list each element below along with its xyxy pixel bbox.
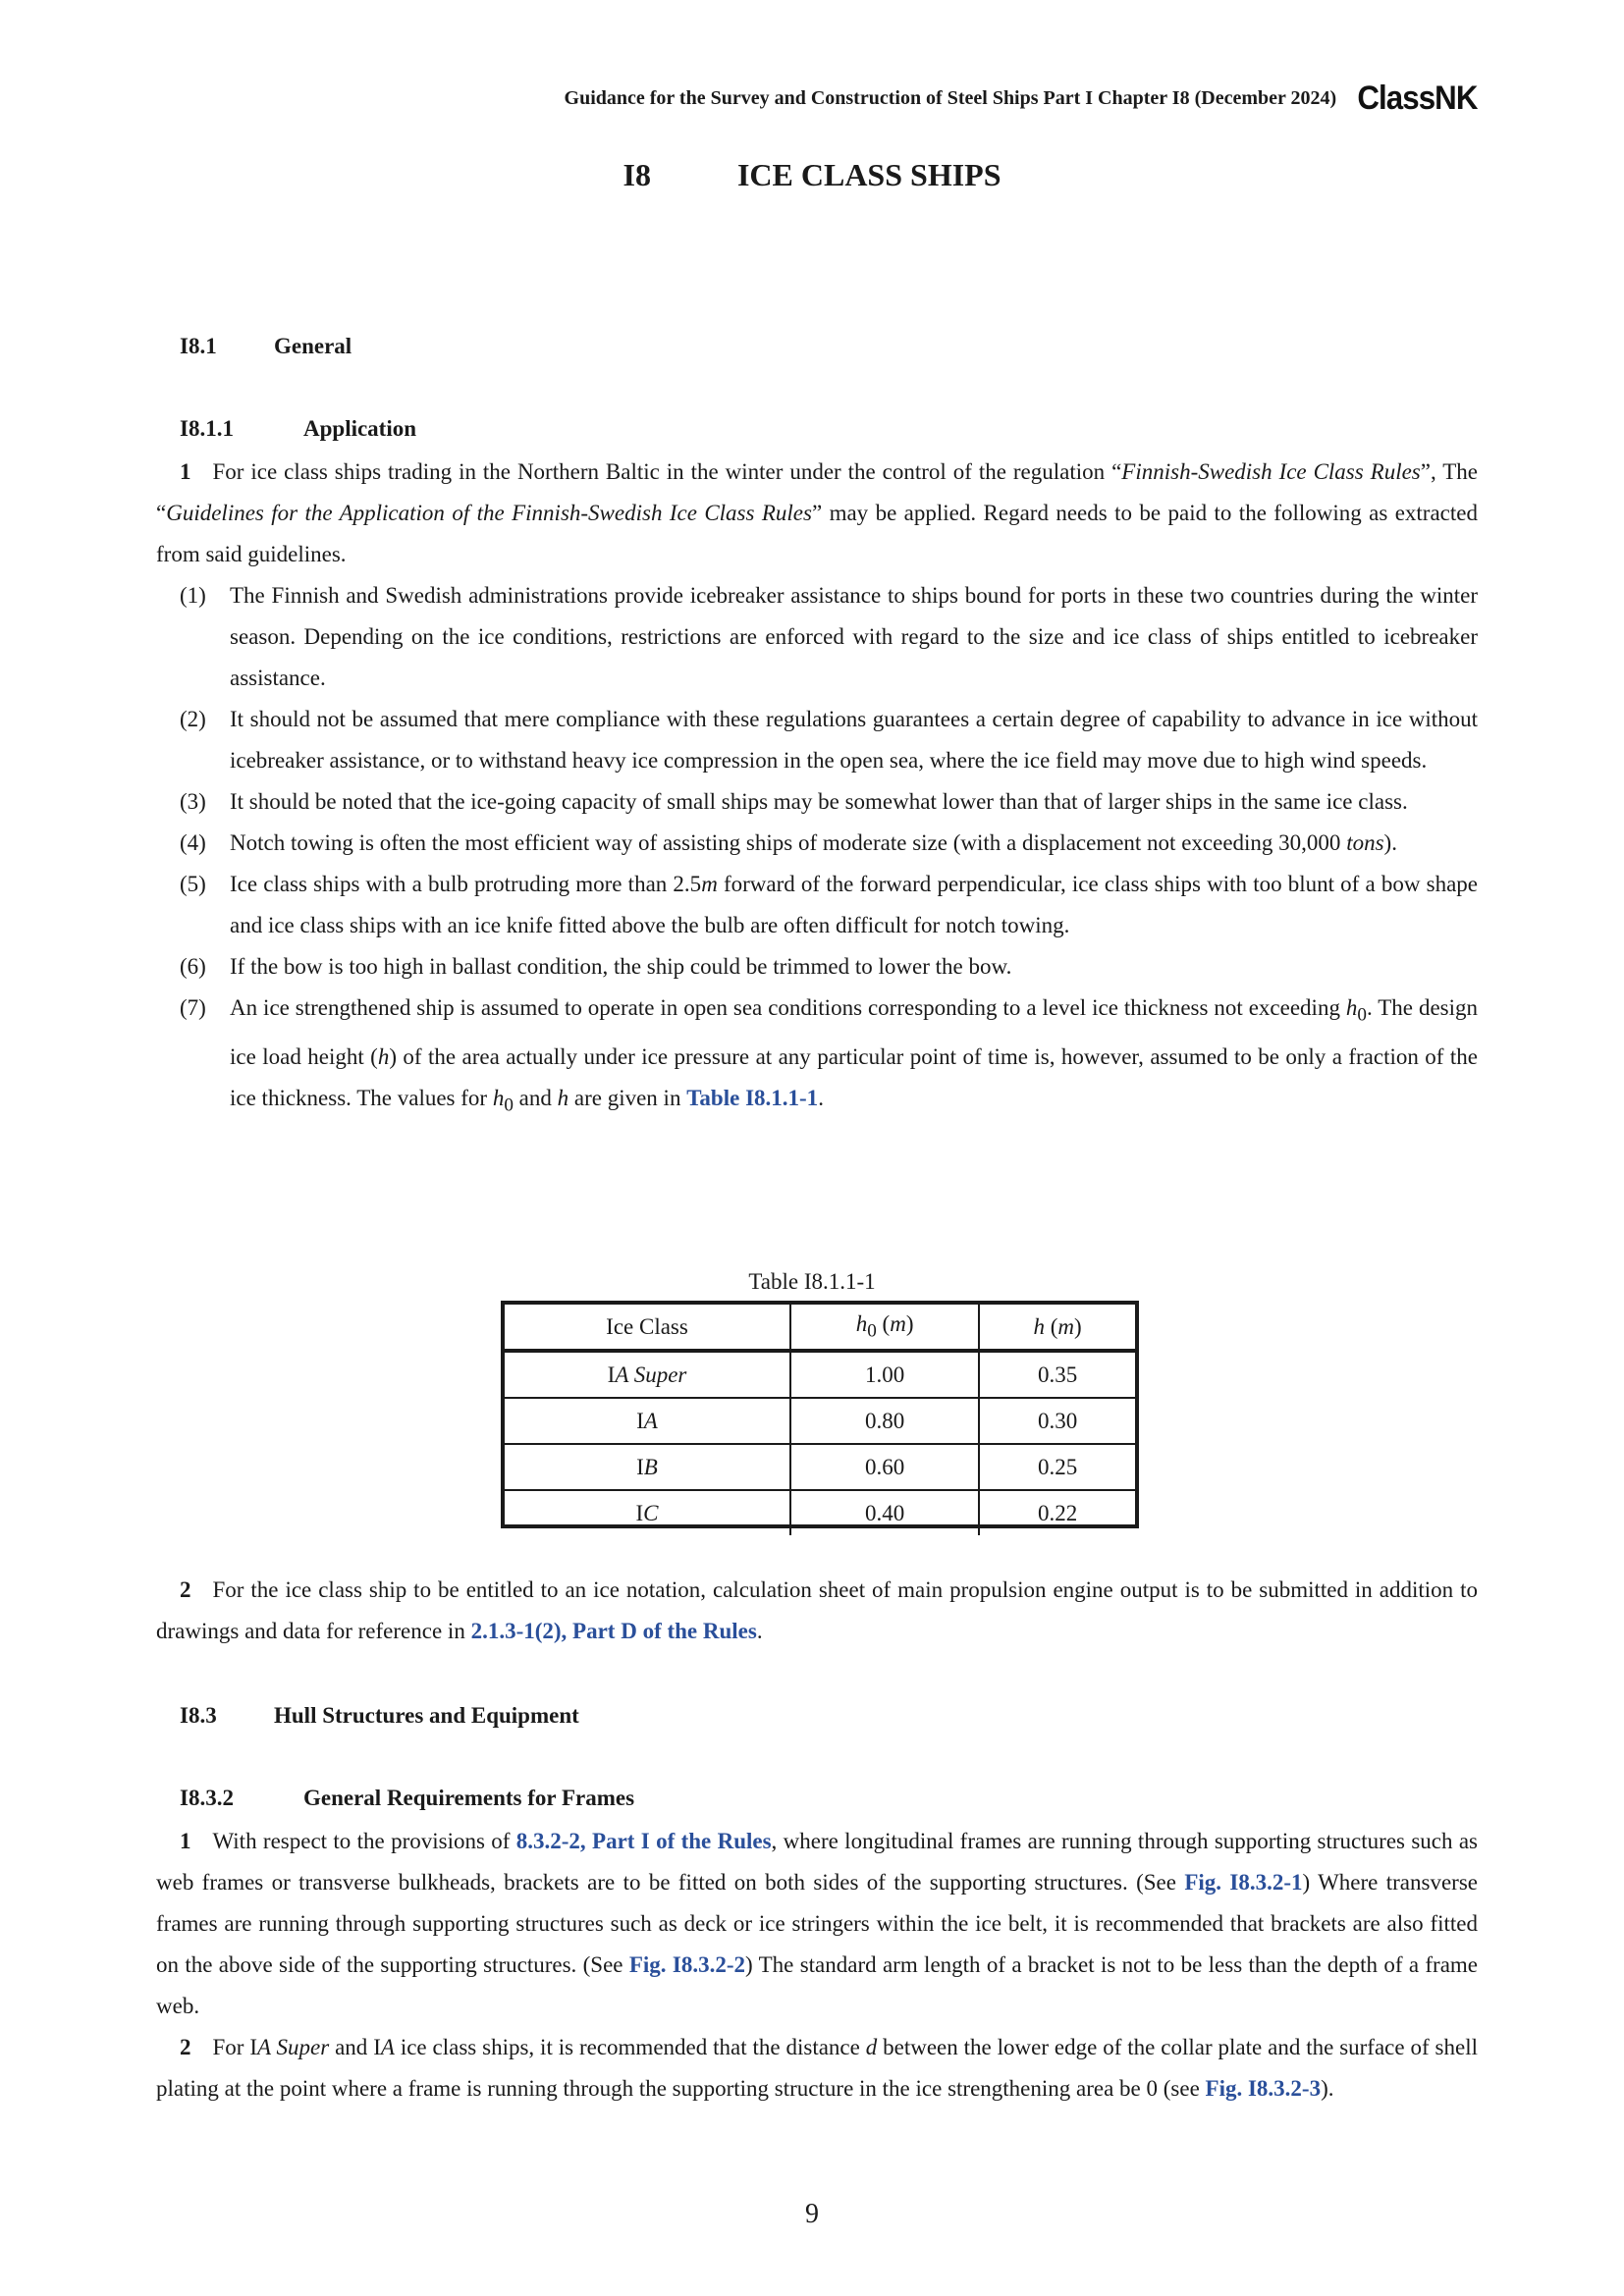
rules-title: Finnish-Swedish Ice Class Rules [1121,459,1421,484]
list-text: ) of the area actually under ice pressure at any particular point of time is, however, assumed to be only a fraction of the ice thickness. The values for [230,1043,1478,1110]
list-item [156,781,1478,823]
list-text: The Finnish and Swedish administrations provide icebreaker assistance to ships bound for ports in these two countries during the winter season. Depending on the ice conditions, restrictions are enforced with regard to the size and ice class of ships entitled to icebreaker assistance. [230,583,1478,690]
list-text: . [818,1085,824,1110]
text-run: ) [1074,1313,1082,1339]
text-run: I [636,1408,644,1433]
symbol-h: h [1345,995,1358,1020]
table-row [505,1351,1135,1398]
list-label: (3) [180,789,206,814]
text-run: A Super [257,2035,330,2059]
section-title: Hull Structures and Equipment [274,1703,579,1728]
text-run: and I [329,2035,381,2059]
text-run: A [380,2035,395,2059]
text-run: I [607,1362,616,1387]
text-run: ) [905,1310,914,1336]
list-item [156,575,1478,699]
unit-m: m [1057,1313,1075,1339]
h-cell: 0.30 [979,1398,1135,1444]
h0-cell: 0.60 [790,1444,979,1490]
section-number: I8.1 [180,334,217,358]
text-run: For ice class ships trading in the Northern Baltic in the winter under the control of the regulation “ [212,459,1122,484]
subsection-heading-i8-3-2 [180,1786,634,1811]
section-heading-i8-1 [180,334,352,359]
list-text: forward of the forward perpendicular, ice class ships with too blunt of a bow shape and ice class ships with an ice knife fitted above the bulb are often difficult for notch towing. [230,872,1478,937]
header-cell [790,1305,979,1351]
list-text: Ice class ships with a bulb protruding more than 2.5 [230,872,702,896]
list-item [156,699,1478,781]
symbol-h: h [855,1310,868,1336]
list-label: (2) [180,707,206,731]
subsection-number: I8.1.1 [180,416,234,441]
text-run: C [643,1500,659,1525]
list-text: It should be noted that the ice-going capacity of small ships may be somewhat lower than that of larger ships in the same ice class. [230,789,1408,814]
symbol-h: h [1033,1313,1045,1339]
ice-class-cell [505,1351,790,1398]
guidelines-title: Guidelines for the Application of the Finnish-Swedish Ice Class Rules [166,501,812,525]
unit-tons: tons [1346,830,1384,855]
ice-class-table [501,1301,1139,1528]
chapter-title [0,157,1624,193]
text-run: For the ice class ship to be entitled to an ice notation, calculation sheet of main propulsion engine output is to be submitted in addition to drawings and data for reference in [156,1577,1478,1643]
running-title: Guidance for the Survey and Construction of Steel Ships Part I Chapter I8 (December 2024) [564,86,1337,109]
list-label: (5) [180,872,206,896]
list-item [156,823,1478,864]
symbol-h: h [492,1085,505,1110]
table-row [505,1444,1135,1490]
text-run: For I [212,2035,258,2059]
table-caption: Table I8.1.1-1 [748,1269,876,1294]
text-run: A [643,1408,658,1433]
text-run: A Super [615,1362,687,1387]
ice-class-cell [505,1490,790,1535]
list-text: Notch towing is often the most efficient way of assisting ships of moderate size (with a displacement not exceeding 30,000 [230,830,1347,855]
symbol-d: d [865,2035,878,2059]
section-heading-i8-3 [180,1703,579,1729]
subsection-title: General Requirements for Frames [303,1786,635,1810]
symbol-h: h [377,1043,390,1069]
text-run: I [635,1500,644,1525]
classnk-logo: ClassNK [1357,79,1478,117]
text-run: ). [1321,2076,1334,2101]
paragraph-frames-2 [156,2027,1478,2109]
table-reference-link[interactable]: Table I8.1.1-1 [686,1085,819,1110]
paragraph-number: 2 [180,2035,191,2059]
text-run: ( [1045,1313,1058,1339]
list-text: It should not be assumed that mere compliance with these regulations guarantees a certain degree of capability to advance in ice without icebreaker assistance, or to withstand heavy ice compression in the open sea, where the ice field may move due to high wind speeds. [230,707,1478,773]
chapter-name: ICE CLASS SHIPS [736,157,1001,192]
text-run: ice class ships, it is recommended that the distance [394,2035,866,2059]
list-text: and [513,1085,558,1110]
figure-reference-link[interactable]: Fig. I8.3.2-1 [1184,1870,1303,1895]
rules-reference-link[interactable]: 8.3.2-2, Part I of the Rules [515,1829,772,1853]
rules-reference-link[interactable]: 2.1.3-1(2), Part D of the Rules [470,1619,757,1643]
text-run: between the lower edge of the collar plate and the surface of shell plating at the point where a frame is running through the supporting structure in the ice strengthening area be 0 (see [156,2035,1478,2101]
header-cell: Ice Class [505,1305,790,1351]
header-cell [979,1305,1135,1351]
list-label: (7) [180,995,206,1020]
guideline-list [156,575,1478,1126]
list-label: (4) [180,830,206,855]
text-run: , where longitudinal frames are running through supporting structures such as web frames or transverse bulkheads, brackets are to be fitted on both sides of the supporting structures. (See [156,1829,1478,1895]
table-row [505,1490,1135,1535]
subsection-title: Application [303,416,417,441]
subscript-0: 0 [504,1095,514,1116]
table-row [505,1398,1135,1444]
chapter-number: I8 [623,157,651,192]
section-number: I8.3 [180,1703,217,1728]
symbol-h: h [557,1085,569,1110]
table-header-row [505,1305,1135,1351]
text-run: I [636,1454,644,1479]
subscript-0: 0 [867,1320,877,1342]
list-text: . The design ice load height ( [230,995,1478,1069]
h0-cell: 0.40 [790,1490,979,1535]
page-number: 9 [805,2199,819,2229]
text-run: ” may be applied. Regard needs to be paid to the following as extracted from said guidelines. [156,501,1478,566]
h0-cell: 0.80 [790,1398,979,1444]
ice-class-cell [505,1444,790,1490]
text-run: B [643,1454,658,1479]
text-run: ) The standard arm length of a bracket is not to be less than the depth of a frame web. [156,1952,1479,2018]
text-run: . [756,1619,763,1643]
paragraph-application-2 [156,1570,1478,1652]
list-item [156,988,1478,1126]
text-run: ”, The “ [156,459,1478,525]
unit-m: m [701,872,718,896]
text-run: With respect to the provisions of [212,1829,516,1853]
page-header [393,79,1483,118]
unit-m: m [890,1310,906,1336]
h-cell: 0.22 [979,1490,1135,1535]
list-text: are given in [568,1085,687,1110]
list-item [156,946,1478,988]
text-run: ( [876,1310,891,1336]
paragraph-application-1 [156,452,1478,575]
list-text: If the bow is too high in ballast condition, the ship could be trimmed to lower the bow. [230,954,1012,979]
subscript-0: 0 [1357,1004,1367,1026]
figure-reference-link[interactable]: Fig. I8.3.2-3 [1205,2076,1322,2101]
subsection-number: I8.3.2 [180,1786,234,1810]
text-run: ) Where transverse frames are running through supporting structures such as deck or ice stringers within the ice belt, it is recommended that brackets are also fitted on the above side of the supporting structures. (See [156,1870,1478,1977]
subsection-heading-i8-1-1 [180,416,416,442]
list-text: An ice strengthened ship is assumed to operate in open sea conditions corresponding to a level ice thickness not exceeding [230,995,1346,1020]
list-label: (1) [180,583,206,608]
list-text: ). [1383,830,1397,855]
list-item [156,864,1478,946]
figure-reference-link[interactable]: Fig. I8.3.2-2 [628,1952,745,1977]
h-cell: 0.35 [979,1351,1135,1398]
paragraph-number: 2 [180,1577,191,1602]
section-title: General [274,334,352,358]
list-label: (6) [180,954,206,979]
h-cell: 0.25 [979,1444,1135,1490]
paragraph-frames-1 [156,1821,1478,2027]
h0-cell: 1.00 [790,1351,979,1398]
paragraph-number: 1 [180,1829,191,1853]
ice-class-cell [505,1398,790,1444]
paragraph-number: 1 [180,459,191,484]
